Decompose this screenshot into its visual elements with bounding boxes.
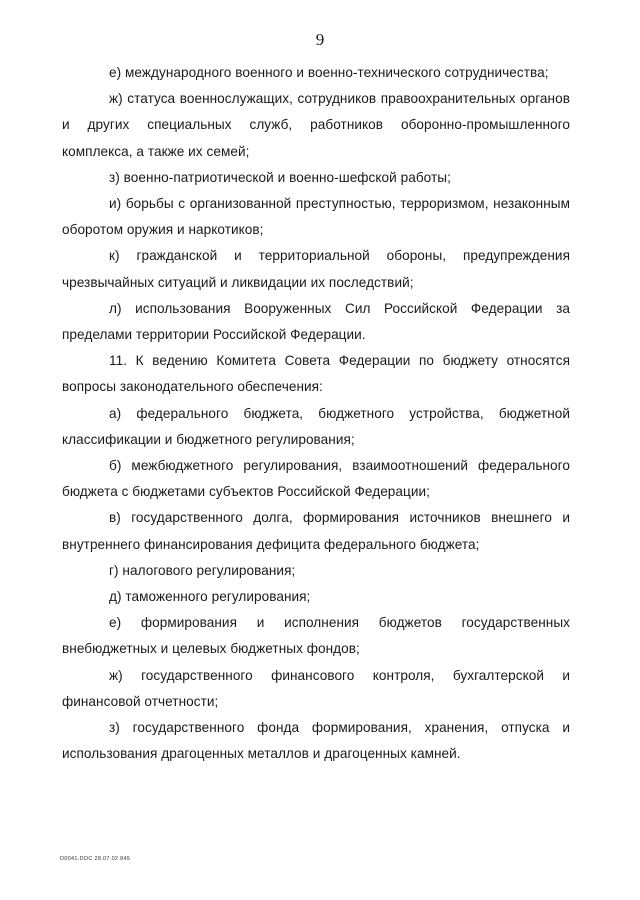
footer-document-code: D0041.DOC 28.07.02 845 <box>60 856 131 862</box>
paragraph-e-extrabudget-funds: е) формирования и исполнения бюджетов государственных внебюджетных и целевых бюджетных фондов; <box>62 615 570 657</box>
document-body <box>62 60 570 767</box>
paragraph-z-patriotic-work: з) военно-патриотической и военно-шефской работы; <box>109 169 451 185</box>
paragraph-i-crime-fight: и) борьбы с организованной преступностью, терроризмом, незаконным оборотом оружия и наркотиков; <box>62 196 570 238</box>
paragraph-k-civil-defence: к) гражданской и территориальной обороны, предупреждения чрезвычайных ситуаций и ликвидации их последствий; <box>62 248 570 290</box>
paragraph-d-customs-regulation: д) таможенного регулирования; <box>109 589 311 605</box>
paragraph-a-federal-budget: а) федерального бюджета, бюджетного устройства, бюджетной классификации и бюджетного регулирования; <box>62 405 570 447</box>
page-number: 9 <box>315 30 325 49</box>
paragraph-v-state-debt: в) государственного долга, формирования источников внешнего и внутреннего финансирования дефицита федерального бюджета; <box>62 510 570 552</box>
paragraph-l-armed-forces-abroad: л) использования Вооруженных Сил Российской Федерации за пределами территории Российской Федерации. <box>62 300 570 343</box>
paragraph-g-tax-regulation: г) налогового регулирования; <box>109 562 296 578</box>
paragraph-b-interbudget: б) межбюджетного регулирования, взаимоотношений федерального бюджета с бюджетами субъектов Российской Федерации; <box>62 458 570 500</box>
paragraph-11-budget-committee: 11. К ведению Комитета Совета Федерации по бюджету относятся вопросы законодательного обеспечения: <box>62 353 570 395</box>
paragraph-e-military-cooperation: е) международного военного и военно-технического сотрудничества; <box>109 65 549 80</box>
paragraph-zh-status-servicemen: ж) статуса военнослужащих, сотрудников правоохранительных органов и других специальных служб, работников оборонно-промышленного комплекса, а также их семей; <box>62 91 570 159</box>
paragraph-zh-financial-control: ж) государственного финансового контроля, бухгалтерской и финансовой отчетности; <box>62 667 570 709</box>
paragraph-z-precious-metals: з) государственного фонда формирования, хранения, отпуска и использования драгоценных металлов и драгоценных камней. <box>62 720 570 762</box>
